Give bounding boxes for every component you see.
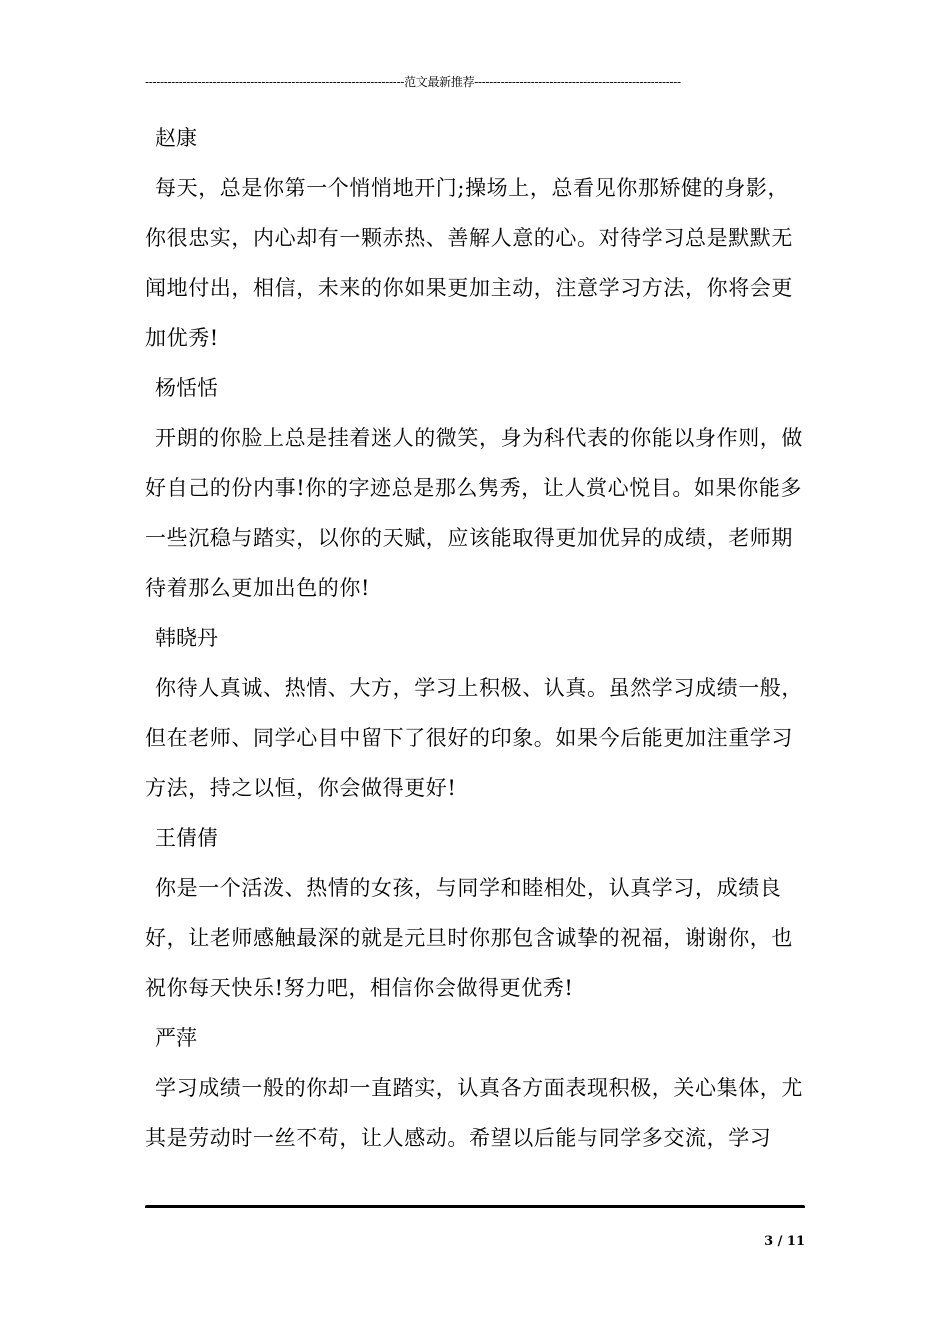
student-name: 王倩倩 (155, 826, 218, 850)
comment-paragraph: 开朗的你脸上总是挂着迷人的微笑，身为科代表的你能以身作则，做好自己的份内事!你的字迹总是那么隽秀，让人赏心悦目。如果你能多一些沉稳与踏实，以你的天赋，应该能取得更加优异的成绩，老师期待着那么更加出色的你! (145, 426, 803, 600)
document-body (145, 113, 810, 1163)
comment-paragraph: 你是一个活泼、热情的女孩，与同学和睦相处，认真学习，成绩良好，让老师感触最深的就是元旦时你那包含诚挚的祝福，谢谢你，也祝你每天快乐!努力吧，相信你会做得更优秀! (145, 876, 793, 1000)
student-name: 韩晓丹 (155, 626, 218, 650)
header-title: 范文最新推荐 (404, 75, 475, 89)
footer-divider (145, 1205, 805, 1209)
student-name: 杨恬恬 (155, 376, 218, 400)
comment-paragraph: 你待人真诚、热情、大方，学习上积极、认真。虽然学习成绩一般，但在老师、同学心目中留下了很好的印象。如果今后能更加注重学习方法，持之以恒，你会做得更好! (145, 676, 803, 800)
comment-paragraph: 每天，总是你第一个悄悄地开门;操场上，总看见你那矫健的身影，你很忠实，内心却有一颗赤热、善解人意的心。对待学习总是默默无闻地付出，相信，未来的你如果更加主动，注意学习方法，你将会更加优秀! (145, 176, 793, 350)
header-dashes-left: --------------------------------------------------------------------- (145, 75, 405, 89)
student-name: 赵康 (155, 126, 197, 150)
header-dashes-right: ------------------------------------------------------- (474, 75, 681, 89)
page-header (145, 72, 805, 92)
comment-paragraph: 学习成绩一般的你却一直踏实，认真各方面表现积极，关心集体，尤其是劳动时一丝不苟，让人感动。希望以后能与同学多交流，学习 (145, 1076, 803, 1150)
student-name: 严萍 (155, 1026, 197, 1050)
page-number: 3 / 11 (764, 1234, 805, 1249)
